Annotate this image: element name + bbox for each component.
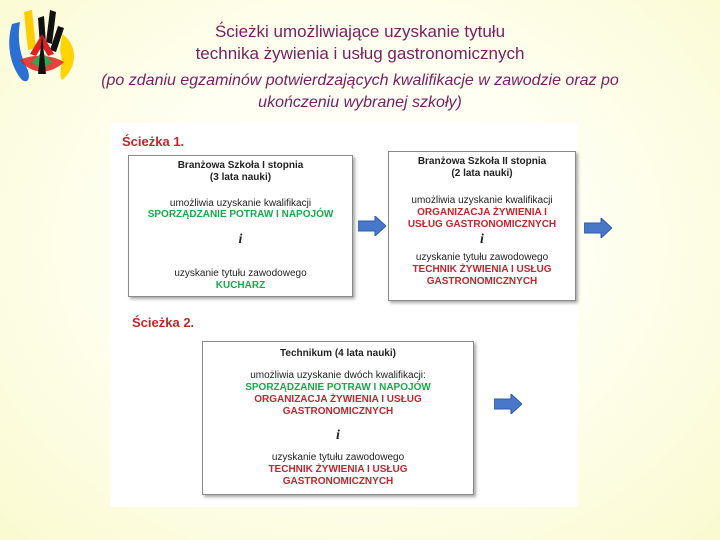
box1-qualification: SPORZĄDZANIE POTRAW I NAPOJÓW: [147, 209, 334, 220]
box3-profession-line-1: TECHNIK ŻYWIENIA I USŁUG: [268, 464, 408, 475]
title-line-2: technika żywienia i usług gastronomicznych: [195, 44, 525, 63]
second-degree-school-box: [388, 151, 576, 301]
box2-profession-line-2: GASTRONOMICZNYCH: [426, 276, 538, 287]
right-arrow-icon: [494, 394, 522, 414]
box3-profession-line-2: GASTRONOMICZNYCH: [282, 476, 394, 487]
box2-title-line-1: Branżowa Szkoła II stopnia: [417, 156, 547, 167]
box3-qualification-2-line-2: GASTRONOMICZNYCH: [282, 406, 394, 417]
box1-title-line-1: Branżowa Szkoła I stopnia: [177, 160, 304, 171]
subtitle-line-1: (po zdaniu egzaminów potwierdzających kwalifikacje w zawodzie oraz po: [101, 72, 619, 89]
box1-title-line-2: (3 lata nauki): [209, 172, 272, 183]
box1-title-text: uzyskanie tytułu zawodowego: [174, 268, 307, 279]
box2-qualification-line-2: USŁUG GASTRONOMICZNYCH: [407, 219, 557, 230]
box3-title-text: uzyskanie tytułu zawodowego: [271, 452, 405, 463]
diagram-panel: [110, 123, 578, 507]
box3-qualification-2-line-1: ORGANIZACJA ŻYWIENIA I USŁUG: [254, 394, 422, 405]
box1-enables-text: umożliwia uzyskanie kwalifikacji: [169, 198, 312, 209]
box2-qualification-line-1: ORGANIZACJA ŻYWIENIA I: [417, 207, 547, 218]
path-1-label: Ścieżka 1.: [122, 134, 185, 149]
basic-vocational-school-box: [128, 155, 353, 297]
right-arrow-icon: [584, 218, 612, 238]
subtitle-line-2: ukończeniu wybranej szkoły): [258, 94, 462, 111]
path-2-label: Ścieżka 2.: [132, 315, 195, 330]
title-line-1: Ścieżki umożliwiające uzyskanie tytułu: [214, 22, 506, 41]
box2-title-text: uzyskanie tytułu zawodowego: [415, 252, 549, 263]
box2-enables-text: umożliwia uzyskanie kwalifikacji: [411, 195, 553, 206]
box1-profession: KUCHARZ: [215, 280, 266, 291]
box1-connector: i: [238, 232, 243, 247]
box2-connector: i: [480, 232, 484, 247]
box2-title-line-2: (2 lata nauki): [451, 168, 513, 179]
box3-enables-text: umożliwia uzyskanie dwóch kwalifikacji:: [250, 370, 426, 381]
right-arrow-icon: [358, 216, 386, 236]
box3-connector: i: [336, 428, 340, 443]
box3-qualification-1: SPORZĄDZANIE POTRAW I NAPOJÓW: [245, 382, 431, 393]
box3-title: Technikum (4 lata nauki): [280, 348, 396, 359]
technical-school-box: [202, 341, 474, 495]
box2-profession-line-1: TECHNIK ŻYWIENIA I USŁUG: [412, 264, 552, 275]
